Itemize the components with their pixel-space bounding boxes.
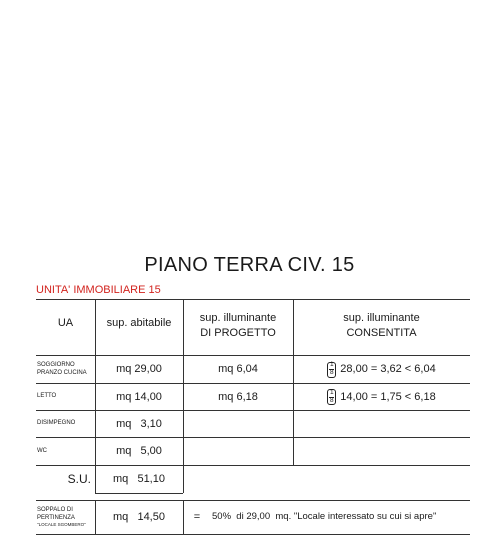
row-ua-label — [37, 356, 95, 383]
row-sup-progetto: mq 6,04 — [218, 363, 258, 376]
row-ua-label — [37, 438, 95, 465]
consentita-value: 14,00 = 1,75 < 6,18 — [340, 390, 436, 403]
su-value: mq 51,10 — [113, 473, 165, 486]
unit-subtitle: UNITA' IMMOBILIARE 15 — [36, 284, 161, 296]
table-top-border — [36, 299, 470, 300]
row-sup-abitabile: mq 5,00 — [116, 445, 162, 458]
ua-line: WC — [37, 447, 47, 454]
fraction-numerator: 1 — [329, 361, 334, 369]
page-title: PIANO TERRA CIV. 15 — [144, 254, 355, 276]
row-sup-consentita — [293, 384, 470, 410]
row-ua-label — [37, 384, 95, 410]
ua-line: SOGGIORNO — [37, 361, 75, 368]
column-divider — [183, 500, 184, 534]
header-sup-abitabile: sup. abitabile — [106, 316, 172, 329]
soppalco-value: mq 14,50 — [113, 511, 165, 524]
row-sup-consentita — [293, 356, 470, 383]
header-line: DI PROGETTO — [200, 327, 276, 339]
header-ua: UA — [57, 316, 74, 329]
soppalco-equals: = — [193, 511, 201, 524]
fraction-box — [327, 362, 336, 378]
fraction-denominator: 8 — [329, 396, 334, 404]
ua-line: LETTO — [37, 393, 57, 400]
consentita-value: 28,00 = 3,62 < 6,04 — [340, 363, 436, 376]
table-bottom-border — [36, 534, 470, 535]
ua-line: PRANZO CUCINA — [37, 369, 87, 376]
soppalco-line: SOPPALO DI — [37, 506, 73, 513]
su-bottom-border — [95, 493, 183, 494]
ua-line: DISIMPEGNO — [37, 420, 76, 427]
soppalco-description: 50% di 29,00 mq. "Locale interessato su cui si apre" — [212, 511, 437, 523]
soppalco-note: "LOCALE SGOMBERO" — [37, 522, 86, 528]
row-sup-abitabile: mq 29,00 — [116, 363, 162, 376]
header-sup-illuminante-consentita — [293, 306, 470, 346]
soppalco-label — [37, 501, 95, 534]
fraction-box — [327, 389, 336, 405]
row-sup-progetto: mq 6,18 — [218, 390, 258, 403]
row-sup-abitabile: mq 3,10 — [116, 417, 162, 430]
header-sup-illuminante-progetto — [183, 306, 293, 346]
fraction-numerator: 1 — [329, 388, 334, 396]
su-label: S.U. — [67, 472, 91, 487]
fraction-denominator: 8 — [329, 369, 334, 377]
row-ua-label — [37, 411, 95, 437]
row-sup-abitabile: mq 14,00 — [116, 390, 162, 403]
header-line: sup. illuminante — [343, 312, 420, 325]
header-line: sup. illuminante — [199, 312, 277, 325]
soppalco-line: PERTINENZA — [37, 514, 75, 521]
header-line: CONSENTITA — [346, 327, 417, 339]
